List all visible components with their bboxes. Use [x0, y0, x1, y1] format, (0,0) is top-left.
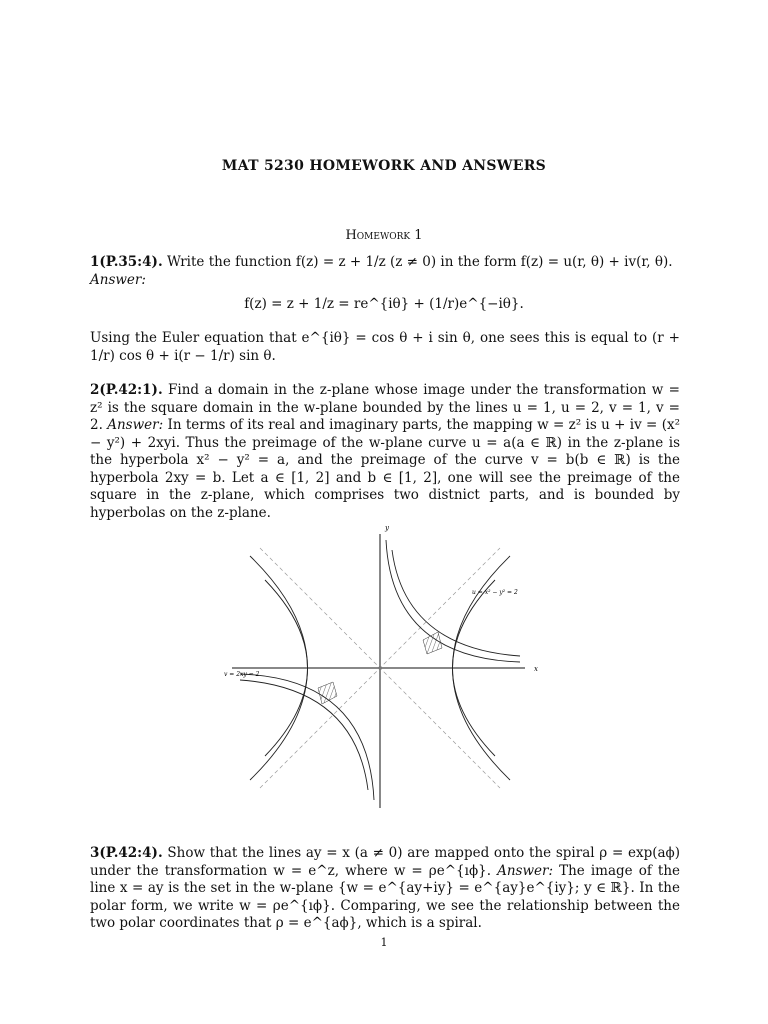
problem-1-answer-body: Using the Euler equation that e^{iθ} = cos θ + i sin θ, one sees this is equal to (r + 1/r) cos θ + i(r − 1/r) sin θ.: [90, 330, 680, 364]
problem-2-answer-body: In terms of its real and imaginary parts, the mapping w = z² is u + iv = (x² − y²) + 2xyi. Thus the preimage of the w-plane curve u = a(a ∈ ℝ) in the z-plane is the hyperbola x² − y² = a, and the preimage of the curve v = b(b ∈ ℝ) is the hyperbola 2xy = b. Let a ∈ [1, 2] and b ∈ [1, 2], one will see the preimage of the square in the z-plane, which comprises two distnict parts, and is bounded by hyperbolas on the z-plane.: [90, 417, 680, 521]
hyperbola-figure: [220, 520, 550, 820]
preimage-region-q1: [423, 632, 442, 654]
problem-2-answer-label: Answer:: [107, 417, 164, 433]
problem-2-label: 2(P.42:1).: [90, 382, 163, 398]
y-axis-label: y: [385, 524, 389, 532]
document-title: MAT 5230 HOMEWORK AND ANSWERS: [221, 158, 547, 174]
x-axis-label: x: [534, 665, 538, 673]
page-number: 1: [380, 936, 388, 949]
problem-2-block: [90, 382, 680, 522]
problem-3-answer-body: The image of the line x = ay is the set in the w-plane {w = e^{ay+iy} = e^{ay}e^{iy}; y ∈ ℝ}. In the polar form, we write w = ρe^{ıϕ}. Comparing, we see the relationship between the two polar coordinates that ρ = e^{aϕ}, which is a spiral.: [90, 862, 681, 931]
problem-3-answer-label: Answer:: [497, 862, 554, 879]
preimage-region-q3: [318, 682, 337, 704]
problem-3-statement: Show that the lines ay = x (a ≠ 0) are mapped onto the spiral ρ = exp(aϕ) under the transformation w = e^z, where w = ρe^{ıϕ}.: [90, 845, 680, 879]
section-heading: Homework 1: [345, 228, 423, 243]
problem-1-statement: Write the function f(z) = z + 1/z (z ≠ 0) in the form f(z) = u(r, θ) + iv(r, θ).: [166, 254, 673, 270]
problem-1-answer-label: Answer:: [90, 271, 146, 288]
hyperbola-v1-q3: [240, 674, 374, 800]
problem-1-label: 1(P.35:4).: [90, 254, 163, 270]
curve-label-u: u = x² − y² = 2: [472, 589, 518, 596]
problem-2-statement: Find a domain in the z-plane whose image under the transformation w = z² is the square domain in the w-plane bounded by the lines u = 1, u = 2, v = 1, v = 2.: [90, 382, 680, 433]
problem-1-statement-block: [90, 254, 680, 289]
hyperbola-v1-q1: [386, 540, 520, 662]
problem-1-display-equation: f(z) = z + 1/z = re^{iθ} + (1/r)e^{−iθ}.: [244, 296, 524, 312]
curve-label-v: v = 2xy = 2: [224, 671, 260, 678]
problem-3-block: [90, 845, 680, 933]
problem-3-label: 3(P.42:4).: [90, 845, 163, 861]
